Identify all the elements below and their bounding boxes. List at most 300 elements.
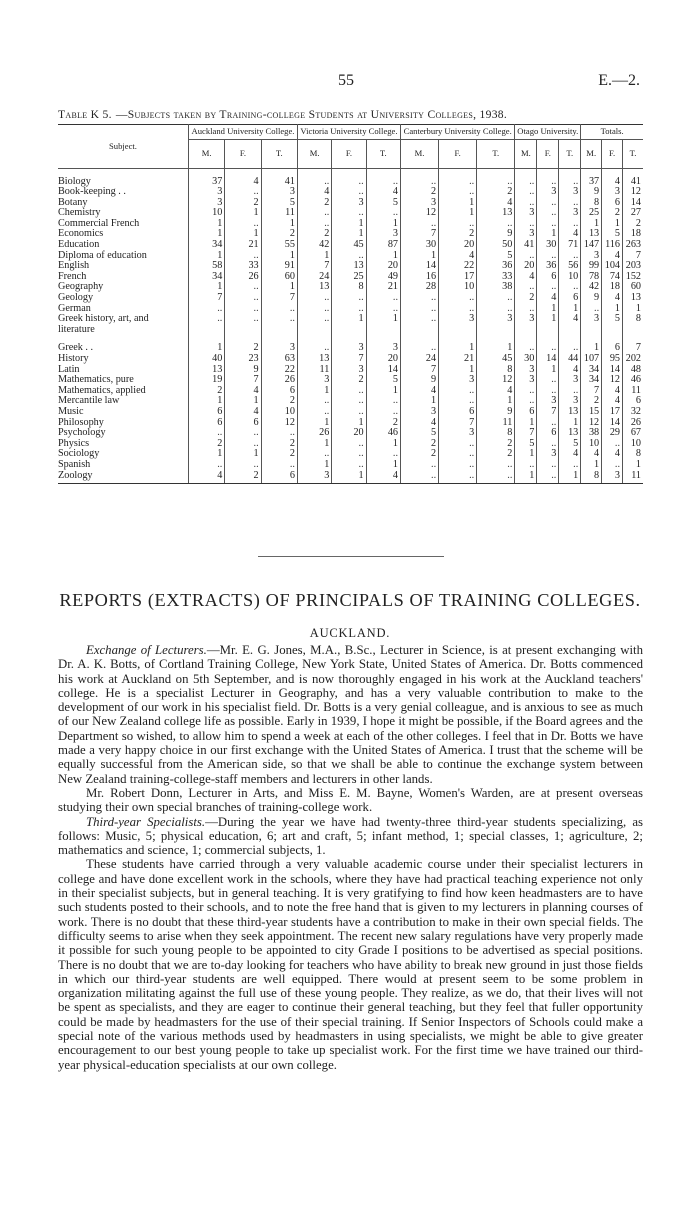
subject-cell: Diploma of education [58, 249, 147, 261]
value-cell: .. [332, 407, 366, 418]
value-cell: .. [332, 396, 366, 407]
value-cell: 4 [401, 418, 439, 429]
value-cell: 1 [225, 396, 261, 407]
value-cell: .. [439, 293, 477, 304]
value-cell: 20 [366, 354, 400, 365]
group-header: Totals. [581, 125, 643, 140]
value-cell: 26 [225, 272, 261, 283]
subject-cell: Geology [58, 292, 94, 304]
value-cell: .. [439, 439, 477, 450]
value-cell: 3 [602, 187, 623, 198]
subject-cell: Geography [58, 281, 104, 293]
value-cell: 5 [559, 439, 581, 450]
value-cell: 46 [623, 375, 643, 386]
table-caption [58, 108, 643, 121]
column-header: M. [515, 139, 537, 168]
report-heading: REPORTS (EXTRACTS) OF PRINCIPALS OF TRAINING COLLEGES. [59, 590, 641, 610]
value-cell: 13 [559, 407, 581, 418]
value-cell: 26 [261, 375, 297, 386]
value-cell: 1 [439, 198, 477, 209]
value-cell: .. [439, 460, 477, 471]
value-cell: 5 [477, 251, 515, 262]
value-cell: 4 [602, 386, 623, 397]
value-cell: .. [515, 177, 537, 188]
value-cell: .. [515, 282, 537, 293]
value-cell: 7 [261, 293, 297, 304]
value-cell: 8 [623, 314, 643, 335]
value-cell: 9 [401, 375, 439, 386]
subject-cell: Book-keeping . . [58, 186, 126, 198]
value-cell: 3 [602, 471, 623, 484]
value-cell: 4 [602, 177, 623, 188]
value-cell: 17 [602, 407, 623, 418]
value-cell: 202 [623, 354, 643, 365]
value-cell: 3 [559, 375, 581, 386]
value-cell: 3 [559, 396, 581, 407]
value-cell: 4 [225, 177, 261, 188]
value-cell: 36 [537, 261, 559, 272]
value-cell: 3 [515, 229, 537, 240]
value-cell: 7 [189, 293, 225, 304]
value-cell: .. [189, 314, 225, 335]
value-cell: 116 [602, 240, 623, 251]
value-cell: 3 [439, 314, 477, 335]
value-cell: .. [559, 282, 581, 293]
value-cell: 7 [623, 251, 643, 262]
value-cell: .. [297, 343, 331, 354]
value-cell: 21 [366, 282, 400, 293]
value-cell: 4 [537, 293, 559, 304]
value-cell: .. [225, 282, 261, 293]
report-body [58, 643, 643, 1072]
value-cell: 1 [332, 314, 366, 335]
value-cell: 4 [225, 386, 261, 397]
value-cell: .. [225, 304, 261, 315]
value-cell: 6 [261, 386, 297, 397]
value-cell: .. [225, 428, 261, 439]
value-cell: 3 [297, 375, 331, 386]
value-cell: 6 [537, 272, 559, 283]
subject-cell: Commercial French [58, 217, 140, 229]
value-cell: 9 [225, 365, 261, 376]
value-cell: .. [332, 293, 366, 304]
value-cell: 10 [581, 439, 602, 450]
value-cell: 19 [189, 375, 225, 386]
table-row [58, 471, 643, 484]
value-cell: 6 [623, 396, 643, 407]
value-cell: 60 [623, 282, 643, 293]
value-cell: 1 [189, 343, 225, 354]
value-cell: 4 [189, 471, 225, 484]
value-cell: 99 [581, 261, 602, 272]
value-cell: 36 [477, 261, 515, 272]
value-cell: 37 [189, 177, 225, 188]
value-cell: .. [366, 407, 400, 418]
value-cell: 3 [581, 314, 602, 335]
value-cell: 7 [297, 261, 331, 272]
value-cell: 9 [477, 407, 515, 418]
value-cell: 2 [366, 418, 400, 429]
value-cell: .. [559, 386, 581, 397]
value-cell: 30 [515, 354, 537, 365]
value-cell: .. [537, 251, 559, 262]
value-cell: .. [537, 460, 559, 471]
value-cell: 3 [366, 343, 400, 354]
value-cell: 2 [225, 198, 261, 209]
value-cell: 30 [401, 240, 439, 251]
value-cell: 95 [602, 354, 623, 365]
value-cell: 10 [439, 282, 477, 293]
value-cell: .. [332, 449, 366, 460]
value-cell: 12 [581, 418, 602, 429]
value-cell: 1 [581, 219, 602, 230]
value-cell: .. [297, 449, 331, 460]
value-cell: .. [515, 251, 537, 262]
subject-cell: Philosophy [58, 416, 104, 428]
value-cell: 11 [623, 386, 643, 397]
value-cell: 7 [623, 343, 643, 354]
value-cell: 34 [189, 272, 225, 283]
value-cell: 20 [439, 240, 477, 251]
value-cell: 2 [332, 375, 366, 386]
value-cell: 8 [477, 428, 515, 439]
value-cell: 34 [581, 365, 602, 376]
value-cell: 32 [623, 407, 643, 418]
report-subheading: AUCKLAND. [309, 626, 391, 640]
value-cell: 13 [477, 208, 515, 219]
table-row [58, 460, 643, 471]
value-cell: 3 [401, 198, 439, 209]
paragraph: These students have carried through a very valuable academic course under their specialist lecturers in college and have done excellent work in the schools, where they have had practical teaching experience not only in their specialist subjects, but in general teaching. It is very gratifying to find how keen headmasters are to have such students posted to their schools, and to note the free hand that is given to my lecturers in planning courses of work. There is no doubt that these third-year students have a contribution to make in their own special fields. The difficulty seems to arise when they seek appointment. The recent new salary regulations have very properly made it possible for such young people to be appointed to city Grade I positions to be advertised as special positions. There is no doubt that we are to-day looking for teachers who have ability to break new ground in just those fields in which our third-year students are well equipped. There would at present seem to be some problem in organization militating against the full use of these young people. They realize, as we do, that their lives will not be spent as specialists, and they are eager to continue their general teaching, but they feel that fuller opportunity could be made by headmasters for the use of their special training. If Senior Inspectors of Schools could make a special note of the various methods used by headmasters in using specialists, we might be able to give greater encouragement to our best young people to take up specialist work. For the first time we have trained our third-year physical-education specialists at our own college. [58, 857, 643, 1072]
value-cell: .. [477, 460, 515, 471]
value-cell: .. [225, 187, 261, 198]
column-header: T. [366, 139, 400, 168]
value-cell: .. [401, 219, 439, 230]
value-cell: 9 [477, 229, 515, 240]
value-cell: 5 [366, 198, 400, 209]
value-cell: 1 [189, 219, 225, 230]
value-cell: .. [366, 208, 400, 219]
value-cell: 14 [623, 198, 643, 209]
value-cell: 41 [261, 177, 297, 188]
value-cell: 16 [401, 272, 439, 283]
value-cell: 2 [189, 386, 225, 397]
value-cell: .. [261, 314, 297, 335]
value-cell: .. [261, 428, 297, 439]
value-cell: .. [439, 386, 477, 397]
value-cell: 6 [602, 343, 623, 354]
value-cell: 12 [602, 375, 623, 386]
value-cell: 3 [189, 198, 225, 209]
value-cell: 2 [515, 293, 537, 304]
value-cell: .. [537, 439, 559, 450]
value-cell: 1 [332, 229, 366, 240]
value-cell: 78 [581, 272, 602, 283]
value-cell: 3 [366, 229, 400, 240]
subject-cell: German [58, 302, 91, 314]
value-cell: 10 [261, 407, 297, 418]
value-cell: .. [297, 177, 331, 188]
value-cell: .. [439, 304, 477, 315]
value-cell: 1 [366, 314, 400, 335]
table-row [58, 354, 643, 365]
column-header: T. [559, 139, 581, 168]
value-cell: 7 [332, 354, 366, 365]
value-cell: .. [225, 219, 261, 230]
value-cell: 1 [366, 251, 400, 262]
value-cell: 2 [297, 198, 331, 209]
document-reference: E.—2. [598, 72, 640, 89]
value-cell: 46 [366, 428, 400, 439]
value-cell: 6 [439, 407, 477, 418]
value-cell: .. [515, 187, 537, 198]
value-cell: 48 [623, 365, 643, 376]
value-cell: .. [477, 304, 515, 315]
value-cell: 3 [332, 198, 366, 209]
value-cell: 67 [623, 428, 643, 439]
value-cell: 2 [261, 449, 297, 460]
value-cell: .. [559, 251, 581, 262]
value-cell: 4 [559, 229, 581, 240]
value-cell: .. [439, 187, 477, 198]
value-cell: .. [401, 343, 439, 354]
value-cell: 152 [623, 272, 643, 283]
value-cell: .. [401, 177, 439, 188]
value-cell: 107 [581, 354, 602, 365]
value-cell: 1 [189, 449, 225, 460]
value-cell: 1 [189, 396, 225, 407]
value-cell: 6 [189, 407, 225, 418]
value-cell: .. [189, 428, 225, 439]
value-cell: 4 [366, 187, 400, 198]
value-cell: 8 [623, 449, 643, 460]
value-cell: 10 [189, 208, 225, 219]
value-cell: .. [332, 460, 366, 471]
value-cell: 2 [225, 343, 261, 354]
value-cell: 6 [559, 293, 581, 304]
value-cell: 7 [581, 386, 602, 397]
value-cell: .. [515, 460, 537, 471]
value-cell: 3 [439, 428, 477, 439]
value-cell: 29 [602, 428, 623, 439]
value-cell: 4 [559, 365, 581, 376]
value-cell: .. [559, 460, 581, 471]
value-cell: .. [332, 208, 366, 219]
value-cell: .. [366, 396, 400, 407]
column-header: F. [332, 139, 366, 168]
value-cell: .. [559, 198, 581, 209]
value-cell: 1 [225, 229, 261, 240]
value-cell: 1 [261, 251, 297, 262]
value-cell: 2 [581, 396, 602, 407]
value-cell: 4 [477, 198, 515, 209]
value-cell: 1 [332, 471, 366, 484]
value-cell: .. [537, 198, 559, 209]
subject-cell: Spanish [58, 458, 91, 470]
value-cell: 26 [623, 418, 643, 429]
value-cell: .. [401, 460, 439, 471]
value-cell: 14 [602, 418, 623, 429]
value-cell: .. [537, 375, 559, 386]
value-cell: 1 [261, 282, 297, 293]
value-cell: .. [225, 460, 261, 471]
value-cell: 2 [623, 219, 643, 230]
value-cell: .. [297, 219, 331, 230]
value-cell: 1 [581, 460, 602, 471]
value-cell: 13 [189, 365, 225, 376]
value-cell: 5 [261, 198, 297, 209]
value-cell: 1 [439, 365, 477, 376]
page-number: 55 [338, 72, 354, 89]
value-cell: 1 [623, 460, 643, 471]
value-cell: .. [515, 304, 537, 315]
value-cell: .. [515, 219, 537, 230]
value-cell: 203 [623, 261, 643, 272]
paragraph: Exchange of Lecturers.—Mr. E. G. Jones, M.A., B.Sc., Lecturer in Science, is at present exchanging with Dr. A. K. Botts, of Cortland Training College, New York State, United States of America. Dr. Botts commenced his work at Auckland on 5th September, and is now thoroughly engaged in his work at the Auckland teachers' college. He is a specialist Lecturer in Geography, and has a very valuable contribution to make to the development of our work in his specialist field. Dr. Botts is a very genial colleague, and is anxious to see as much of our New Zealand college life as possible. Early in 1939, I hope it might be possible, if the Board agrees and the Department so wished, to allow him to spend a week at each of the other colleges. I feel that in Dr. Botts we have made a very happy choice in our first exchange with the United States of America. I trust that the scheme will be equally successful from the American side, so that we shall be able to continue the exchange system between New Zealand training-college-staff members and lecturers in other lands. [58, 643, 644, 786]
value-cell: 45 [477, 354, 515, 365]
value-cell: 2 [225, 471, 261, 484]
value-cell: 1 [537, 314, 559, 335]
value-cell: 42 [297, 240, 331, 251]
value-cell: .. [332, 439, 366, 450]
value-cell: 1 [189, 229, 225, 240]
subject-cell: Biology [58, 175, 91, 187]
group-header: Victoria University College. [297, 125, 400, 140]
value-cell: .. [515, 386, 537, 397]
value-cell: 1 [401, 251, 439, 262]
value-cell: 3 [559, 187, 581, 198]
value-cell: 3 [581, 251, 602, 262]
value-cell: 1 [332, 219, 366, 230]
value-cell: .. [297, 208, 331, 219]
value-cell: 20 [332, 428, 366, 439]
value-cell: 41 [515, 240, 537, 251]
value-cell: 6 [225, 418, 261, 429]
value-cell: 4 [602, 293, 623, 304]
value-cell: 13 [623, 293, 643, 304]
group-header: Auckland University College. [189, 125, 298, 140]
value-cell: 18 [623, 229, 643, 240]
column-header: T. [623, 139, 643, 168]
value-cell: 4 [515, 272, 537, 283]
value-cell: 4 [602, 251, 623, 262]
value-cell: 5 [602, 229, 623, 240]
column-header: T. [261, 139, 297, 168]
value-cell: 4 [439, 251, 477, 262]
value-cell: 33 [225, 261, 261, 272]
value-cell: 7 [401, 229, 439, 240]
value-cell: 2 [602, 208, 623, 219]
paragraph-lead: Third-year Specialists. [86, 814, 206, 829]
subject-cell: Botany [58, 196, 88, 208]
value-cell: 8 [581, 471, 602, 484]
value-cell: .. [225, 314, 261, 335]
paragraph: Third-year Specialists.—During the year we have had twenty-three third-year students specializing, as follows: Music, 5; physical education, 6; art and craft, 5; infant method, 1; special classes, 1; agriculture, 2; mathematics and science, 1; commercial subjects, 1. [58, 814, 643, 858]
value-cell: .. [559, 177, 581, 188]
subject-cell: Chemistry [58, 207, 101, 219]
value-cell: 3 [515, 314, 537, 335]
value-cell: 58 [189, 261, 225, 272]
value-cell: 23 [225, 354, 261, 365]
value-cell: 14 [602, 365, 623, 376]
value-cell: .. [439, 219, 477, 230]
value-cell: 1 [189, 251, 225, 262]
paragraph: Mr. Robert Donn, Lecturer in Arts, and Miss E. M. Bayne, Women's Warden, are at present overseas studying their own special branches of training-college work. [58, 785, 643, 815]
value-cell: 9 [581, 187, 602, 198]
subject-cell: Psychology [58, 427, 106, 439]
value-cell: 2 [261, 439, 297, 450]
value-cell: 1 [366, 386, 400, 397]
value-cell: .. [225, 251, 261, 262]
value-cell: 3 [537, 396, 559, 407]
value-cell: 2 [401, 439, 439, 450]
value-cell: 1 [559, 471, 581, 484]
value-cell: .. [439, 449, 477, 460]
value-cell: .. [332, 251, 366, 262]
value-cell: .. [189, 460, 225, 471]
value-cell: 1 [477, 396, 515, 407]
value-cell: .. [439, 396, 477, 407]
value-cell: 3 [332, 343, 366, 354]
value-cell: 28 [401, 282, 439, 293]
subject-cell: French [58, 270, 87, 282]
value-cell: 41 [623, 177, 643, 188]
value-cell: 4 [477, 386, 515, 397]
value-cell: 2 [477, 449, 515, 460]
value-cell: 6 [261, 471, 297, 484]
value-cell: 3 [559, 208, 581, 219]
value-cell: 24 [297, 272, 331, 283]
value-cell: 4 [602, 449, 623, 460]
value-cell: 22 [439, 261, 477, 272]
value-cell: .. [477, 293, 515, 304]
value-cell: 3 [439, 375, 477, 386]
value-cell: 3 [537, 187, 559, 198]
value-cell: 1 [225, 208, 261, 219]
table-caption-prefix: Table K 5. [58, 108, 112, 121]
value-cell: 11 [297, 365, 331, 376]
value-cell: 3 [537, 449, 559, 460]
value-cell: 1 [559, 418, 581, 429]
value-cell: 13 [297, 354, 331, 365]
value-cell: 15 [581, 407, 602, 418]
value-cell: 1 [602, 219, 623, 230]
value-cell: 6 [515, 407, 537, 418]
value-cell: 20 [515, 261, 537, 272]
value-cell: 2 [439, 229, 477, 240]
value-cell: .. [401, 471, 439, 484]
subject-cell: Economics [58, 228, 104, 240]
value-cell: 12 [401, 208, 439, 219]
value-cell: 3 [332, 365, 366, 376]
value-cell: 3 [297, 471, 331, 484]
value-cell: .. [559, 219, 581, 230]
value-cell: 3 [515, 375, 537, 386]
value-cell: 13 [332, 261, 366, 272]
value-cell: 3 [515, 208, 537, 219]
value-cell: .. [297, 304, 331, 315]
value-cell: 1 [297, 439, 331, 450]
value-cell: 71 [559, 240, 581, 251]
value-cell: 2 [297, 229, 331, 240]
value-cell: 17 [439, 272, 477, 283]
table-row [58, 407, 643, 418]
value-cell: 40 [189, 354, 225, 365]
value-cell: 6 [602, 198, 623, 209]
value-cell: 1 [602, 304, 623, 315]
column-header: F. [602, 139, 623, 168]
value-cell: 1 [581, 343, 602, 354]
